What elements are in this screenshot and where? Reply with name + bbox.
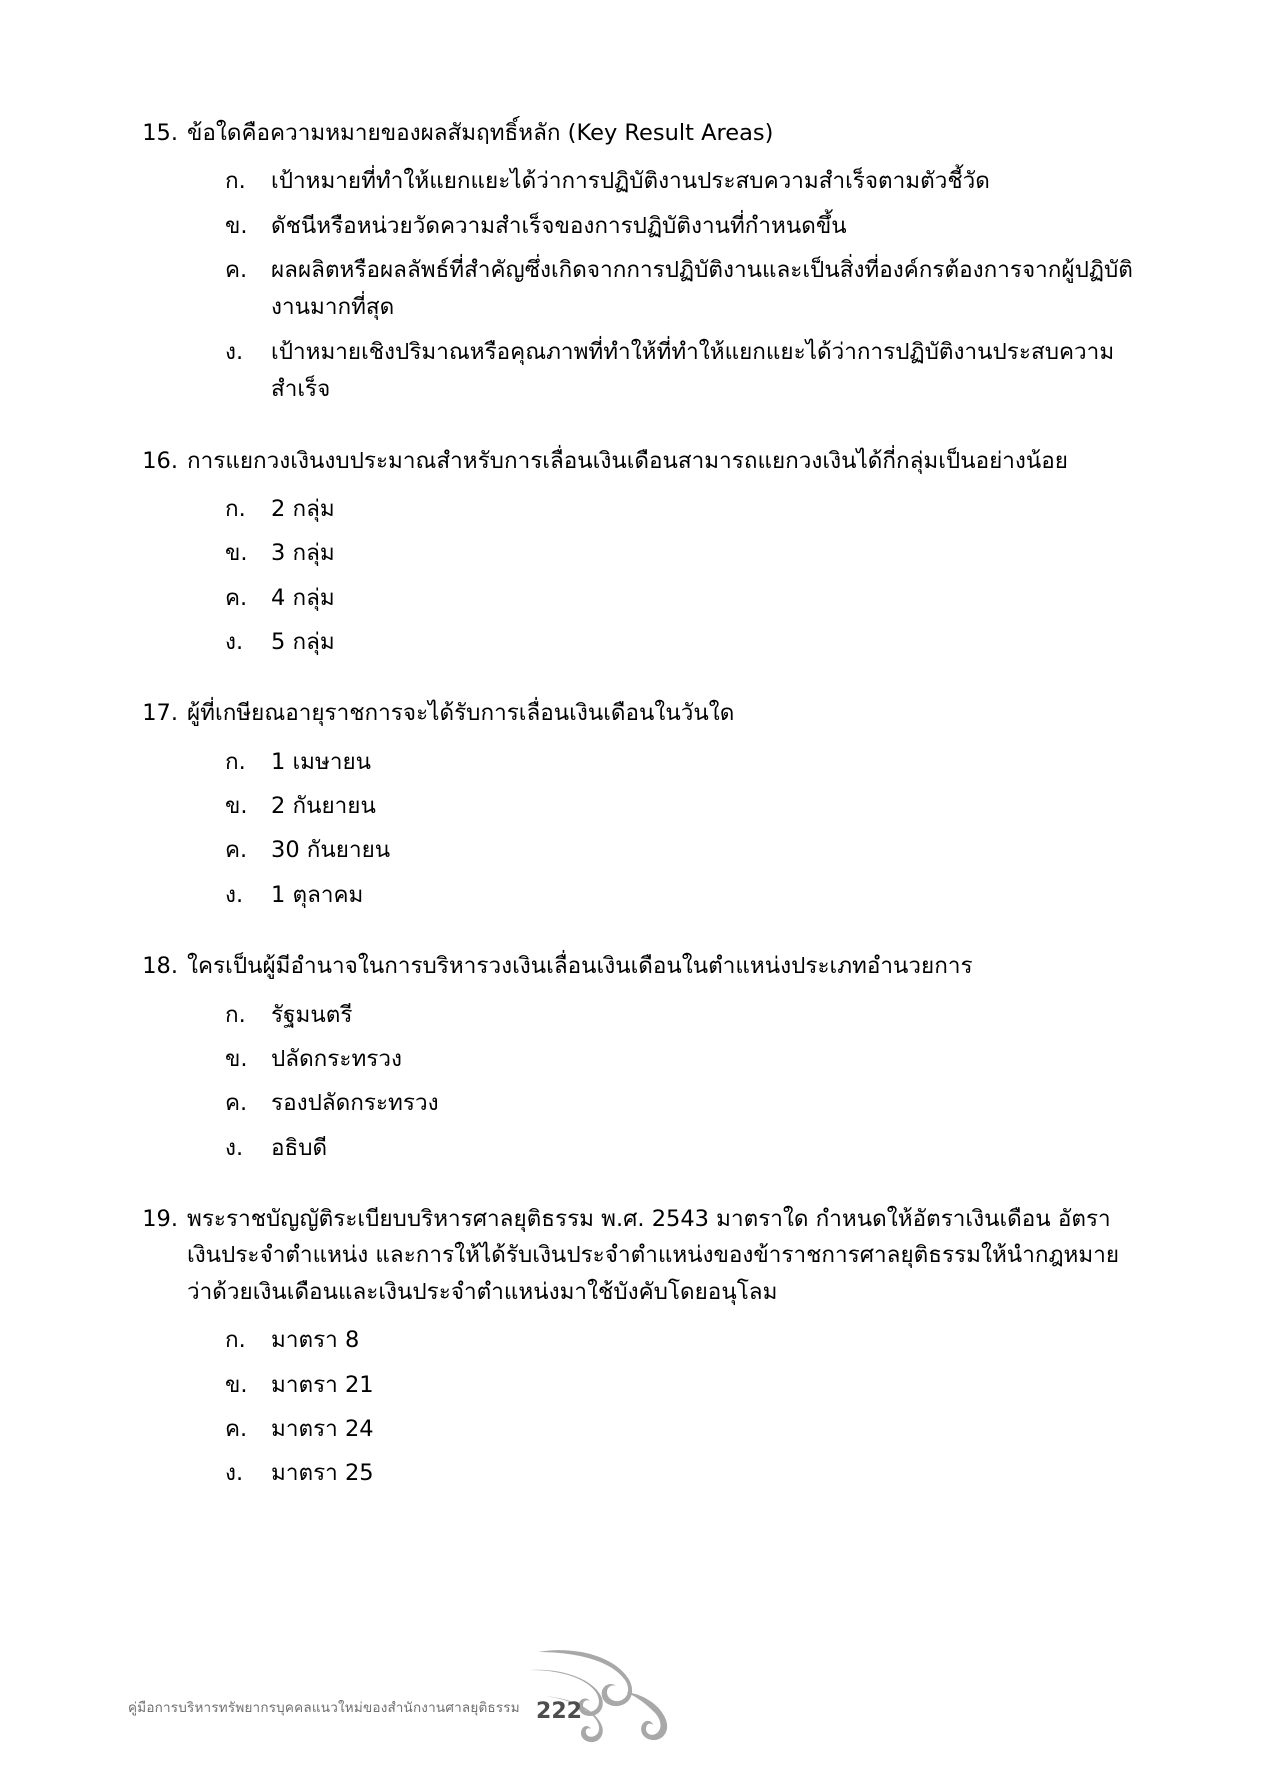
choice-text: 2 กลุ่ม: [271, 495, 335, 522]
question-number: 16.: [142, 447, 178, 474]
choice-text: 5 กลุ่ม: [271, 628, 335, 655]
question-number: 17.: [142, 700, 178, 727]
choice-label: ค.: [225, 1090, 248, 1117]
choice-list: [140, 744, 1136, 914]
choice-item: [140, 832, 1136, 869]
choice-label: ค.: [225, 584, 248, 611]
choice-label: ค.: [225, 837, 248, 864]
question-line: [140, 1201, 1136, 1310]
choice-label: ก.: [225, 748, 246, 775]
question-block: [140, 115, 1136, 409]
choice-item: [140, 1322, 1136, 1359]
choice-text: มาตรา 24: [271, 1415, 374, 1442]
question-text: ข้อใดคือความหมายของผลสัมฤทธิ์หลัก (Key Result Areas): [187, 120, 774, 146]
choice-text: ปลัดกระทรวง: [271, 1045, 403, 1072]
choice-item: [140, 788, 1136, 825]
choice-text: เป้าหมายที่ทำให้แยกแยะได้ว่าการปฏิบัติงานประสบความสำเร็จตามตัวชี้วัด: [271, 168, 990, 195]
choice-text: 1 เมษายน: [271, 748, 372, 775]
choice-label: ก.: [225, 1327, 246, 1354]
choice-text: ดัชนีหรือหน่วยวัดความสำเร็จของการปฏิบัติงานที่กำหนดขึ้น: [271, 212, 847, 239]
choice-list: [140, 1322, 1136, 1492]
choice-label: ง.: [225, 1460, 244, 1487]
question-text: ใครเป็นผู้มีอำนาจในการบริหารวงเงินเลื่อนเงินเดือนในตำแหน่งประเภทอำนวยการ: [187, 953, 973, 980]
choice-text: 4 กลุ่ม: [271, 584, 335, 611]
question-number: 15.: [142, 120, 178, 146]
choice-item: [140, 1041, 1136, 1078]
choice-label: ข.: [225, 1045, 248, 1072]
choice-label: ก.: [225, 495, 246, 522]
choice-text: 2 กันยายน: [271, 793, 376, 820]
choice-item: [140, 535, 1136, 572]
choice-item: [140, 744, 1136, 781]
choice-text: มาตรา 25: [271, 1460, 374, 1487]
choice-label: ก.: [225, 168, 246, 195]
page-footer: [0, 1619, 1276, 1789]
choice-label: ง.: [225, 338, 244, 365]
choice-text: 1 ตุลาคม: [271, 881, 364, 908]
question-block: [140, 695, 1136, 914]
choice-text: มาตรา 8: [271, 1327, 360, 1354]
choice-item: [140, 1455, 1136, 1492]
question-number: 19.: [142, 1205, 178, 1232]
choice-item: [140, 624, 1136, 661]
question-text: พระราชบัญญัติระเบียบบริหารศาลยุติธรรม พ.ศ. 2543 มาตราใด กำหนดให้อัตราเงินเดือน อัตราเงินประจำตำแหน่ง และการให้ได้รับเงินประจำตำแหน่งของข้าราชการศาลยุติธรรมให้นำกฎหมายว่าด้วยเงินเดือนและเงินประจำตำแหน่งมาใช้บังคับโดยอนุโลม: [187, 1205, 1120, 1305]
choice-text: 3 กลุ่ม: [271, 540, 335, 567]
question-line: [140, 443, 1136, 479]
choice-item: [140, 208, 1136, 245]
choice-item: [140, 1367, 1136, 1404]
question-line: [140, 948, 1136, 984]
choice-label: ค.: [225, 1415, 248, 1442]
choice-label: ก.: [225, 1001, 246, 1028]
choice-item: [140, 1130, 1136, 1167]
choice-text: รองปลัดกระทรวง: [271, 1090, 439, 1117]
question-line: [140, 695, 1136, 731]
choice-item: [140, 877, 1136, 914]
choice-text: มาตรา 21: [271, 1371, 374, 1398]
choice-item: [140, 334, 1136, 409]
choice-text: รัฐมนตรี: [271, 1001, 353, 1028]
choice-label: ข.: [225, 1371, 248, 1398]
choice-text: 30 กันยายน: [271, 837, 391, 864]
question-text: ผู้ที่เกษียณอายุราชการจะได้รับการเลื่อนเงินเดือนในวันใด: [187, 700, 735, 727]
choice-label: ง.: [225, 628, 244, 655]
footer-note: คู่มือการบริหารทรัพยากรบุคคลแนวใหม่ของสำนักงานศาลยุติธรรม: [128, 1700, 520, 1716]
choice-list: [140, 163, 1136, 408]
question-block: [140, 1201, 1136, 1493]
choice-text: เป้าหมายเชิงปริมาณหรือคุณภาพที่ทำให้ที่ทำให้แยกแยะได้ว่าการปฏิบัติงานประสบความสำเร็จ: [271, 338, 1115, 403]
page-number: 222: [536, 1699, 582, 1724]
choice-list: [140, 491, 1136, 661]
choice-item: [140, 997, 1136, 1034]
choice-text: อธิบดี: [271, 1134, 328, 1161]
choice-label: ข.: [225, 540, 248, 567]
choice-list: [140, 997, 1136, 1167]
question-block: [140, 443, 1136, 662]
choice-label: ค.: [225, 257, 248, 284]
choice-item: [140, 580, 1136, 617]
question-text: การแยกวงเงินงบประมาณสำหรับการเลื่อนเงินเดือนสามารถแยกวงเงินได้กี่กลุ่มเป็นอย่างน้อย: [187, 447, 1068, 474]
choice-item: [140, 491, 1136, 528]
choice-label: ง.: [225, 1134, 244, 1161]
question-number: 18.: [142, 953, 178, 980]
choice-item: [140, 1085, 1136, 1122]
question-line: [140, 115, 1136, 151]
choice-item: [140, 252, 1136, 327]
choice-text: ผลผลิตหรือผลลัพธ์ที่สำคัญซึ่งเกิดจากการปฏิบัติงานและเป็นสิ่งที่องค์กรต้องการจากผู้ปฏิบัติงานมากที่สุด: [271, 257, 1133, 321]
choice-item: [140, 163, 1136, 200]
choice-item: [140, 1411, 1136, 1448]
choice-label: ข.: [225, 793, 248, 820]
choice-label: ง.: [225, 881, 244, 908]
question-block: [140, 948, 1136, 1167]
choice-label: ข.: [225, 212, 248, 239]
